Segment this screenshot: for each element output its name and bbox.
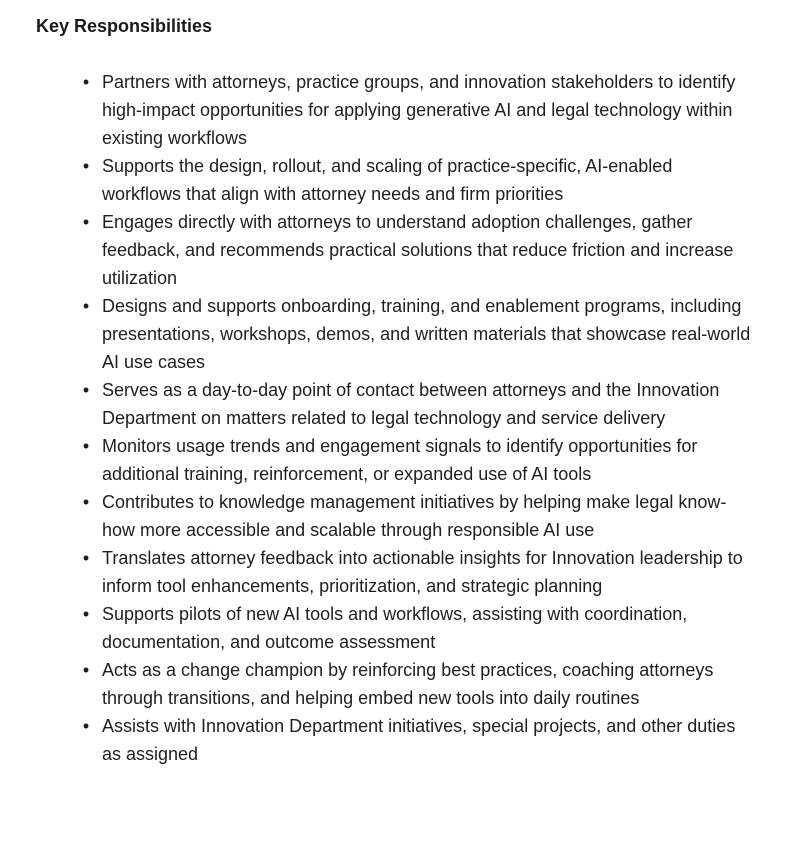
bullet-icon: • xyxy=(82,604,90,624)
list-item-text: Designs and supports onboarding, training, and enablement programs, including presentations, workshops, demos, and written materials that showcase real-world AI use cases xyxy=(102,296,751,372)
list-item xyxy=(82,376,754,432)
list-item-text: Acts as a change champion by reinforcing best practices, coaching attorneys through transitions, and helping embed new tools into daily routines xyxy=(102,660,714,708)
list-item xyxy=(82,208,754,292)
list-item-text: Monitors usage trends and engagement signals to identify opportunities for additional training, reinforcement, or expanded use of AI tools xyxy=(102,436,698,484)
list-item-text: Translates attorney feedback into actionable insights for Innovation leadership to inform tool enhancements, prioritization, and strategic planning xyxy=(102,548,743,596)
list-item-text: Supports pilots of new AI tools and workflows, assisting with coordination, documentation, and outcome assessment xyxy=(102,604,688,652)
bullet-icon: • xyxy=(82,436,90,456)
bullet-icon: • xyxy=(82,660,90,680)
list-item-text: Supports the design, rollout, and scaling of practice-specific, AI-enabled workflows that align with attorney needs and firm priorities xyxy=(102,156,673,204)
list-item xyxy=(82,432,754,488)
bullet-icon: • xyxy=(82,212,90,232)
bullet-icon: • xyxy=(82,380,90,400)
list-item-text: Engages directly with attorneys to understand adoption challenges, gather feedback, and recommends practical solutions that reduce friction and increase utilization xyxy=(102,212,734,288)
list-item-text: Serves as a day-to-day point of contact between attorneys and the Innovation Department on matters related to legal technology and service delivery xyxy=(102,380,720,428)
list-item xyxy=(82,600,754,656)
bullet-icon: • xyxy=(82,492,90,512)
bullet-icon: • xyxy=(82,296,90,316)
list-item xyxy=(82,544,754,600)
bullet-icon: • xyxy=(82,716,90,736)
list-item-text: Partners with attorneys, practice groups, and innovation stakeholders to identify high-impact opportunities for applying generative AI and legal technology within existing workflows xyxy=(102,72,736,148)
list-item-text: Contributes to knowledge management initiatives by helping make legal know-how more accessible and scalable through responsible AI use xyxy=(102,492,727,540)
list-item xyxy=(82,152,754,208)
list-item xyxy=(82,68,754,152)
list-item xyxy=(82,712,754,768)
bullet-icon: • xyxy=(82,72,90,92)
bullet-icon: • xyxy=(82,156,90,176)
list-item xyxy=(82,488,754,544)
responsibilities-list xyxy=(36,68,754,768)
bullet-icon: • xyxy=(82,548,90,568)
list-item xyxy=(82,292,754,376)
section-title: Key Responsibilities xyxy=(36,16,213,36)
list-item-text: Assists with Innovation Department initiatives, special projects, and other duties as assigned xyxy=(102,716,736,764)
list-item xyxy=(82,656,754,712)
